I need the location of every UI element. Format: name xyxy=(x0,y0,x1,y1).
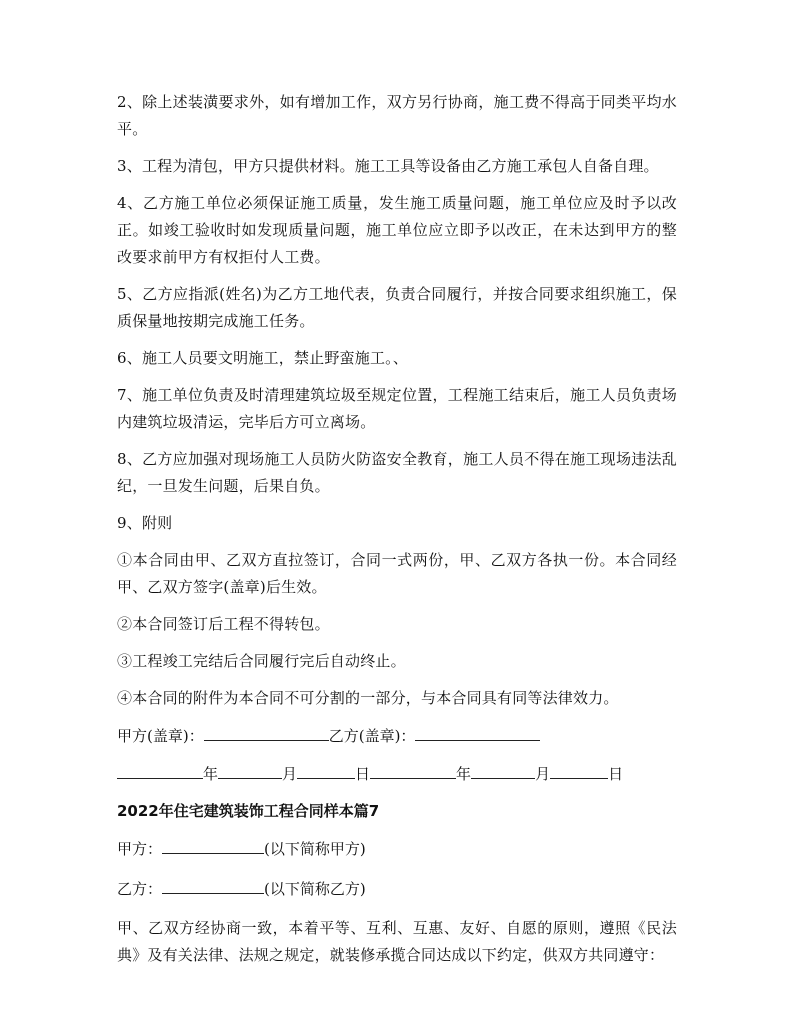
party-a-name-blank xyxy=(162,835,264,854)
clause-4: 4、乙方施工单位必须保证施工质量，发生施工质量问题，施工单位应及时予以改正。如竣工验收时如发现质量问题，施工单位应立即予以改正，在未达到甲方的整改要求前甲方有权拒付人工费。 xyxy=(117,194,677,266)
party-b-year-blank xyxy=(370,760,456,779)
party-b-day-label: 日 xyxy=(608,765,624,783)
party-b-day-blank xyxy=(550,760,608,779)
clause-9: 9、附则 xyxy=(117,514,173,532)
clause-3: 3、工程为清包，甲方只提供材料。施工工具等设备由乙方施工承包人自备自理。 xyxy=(117,157,659,175)
party-a-note: (以下简称甲方) xyxy=(264,840,366,858)
party-a-year-blank xyxy=(117,760,203,779)
supplementary-2: ②本合同签订后工程不得转包。 xyxy=(117,615,330,633)
clause-6: 6、施工人员要文明施工，禁止野蛮施工。、 xyxy=(117,349,409,367)
clause-5: 5、乙方应指派(姓名)为乙方工地代表，负责合同履行，并按合同要求组织施工，保质保量地按期完成施工任务。 xyxy=(117,285,677,330)
party-a-day-label: 日 xyxy=(355,765,371,783)
supplementary-4: ④本合同的附件为本合同不可分割的一部分，与本合同具有同等法律效力。 xyxy=(117,689,619,707)
party-b-seal-label: 乙方(盖章)： xyxy=(328,727,416,745)
signature-row xyxy=(117,722,677,750)
party-a-year-label: 年 xyxy=(203,765,219,783)
clause-8: 8、乙方应加强对现场施工人员防火防盗安全教育，施工人员不得在施工现场违法乱纪，一旦发生问题，后果自负。 xyxy=(117,450,677,495)
party-b-name-blank xyxy=(162,875,264,894)
document-page xyxy=(117,89,677,979)
party-b-note: (以下简称乙方) xyxy=(264,880,366,898)
party-b-year-label: 年 xyxy=(456,765,472,783)
preamble: 甲、乙双方经协商一致，本着平等、互利、互惠、友好、自愿的原则，遵照《民法典》及有关法律、法规之规定，就装修承揽合同达成以下约定，供双方共同遵守： xyxy=(117,919,677,964)
party-b-month-label: 月 xyxy=(535,765,551,783)
party-b-label: 乙方： xyxy=(117,880,163,898)
party-b-row xyxy=(117,875,677,903)
clause-2: 2、除上述装潢要求外，如有增加工作，双方另行协商，施工费不得高于同类平均水平。 xyxy=(117,93,677,138)
party-b-seal-blank xyxy=(415,722,540,741)
section-title: 2022年住宅建筑装饰工程合同样本篇7 xyxy=(117,802,380,820)
supplementary-1: ①本合同由甲、乙双方直拉签订，合同一式两份，甲、乙双方各执一份。本合同经甲、乙双方签字(盖章)后生效。 xyxy=(117,551,677,596)
party-a-day-blank xyxy=(297,760,355,779)
party-b-month-blank xyxy=(471,760,535,779)
supplementary-3: ③工程竣工完结后合同履行完后自动终止。 xyxy=(117,652,406,670)
party-a-label: 甲方： xyxy=(117,840,163,858)
party-a-seal-label: 甲方(盖章)： xyxy=(117,727,204,745)
date-row xyxy=(117,760,677,788)
party-a-seal-blank xyxy=(204,722,329,741)
clause-7: 7、施工单位负责及时清理建筑垃圾至规定位置，工程施工结束后，施工人员负责场内建筑垃圾清运，完毕后方可立离场。 xyxy=(117,386,677,431)
party-a-month-blank xyxy=(218,760,282,779)
party-a-row xyxy=(117,835,677,863)
party-a-month-label: 月 xyxy=(282,765,298,783)
